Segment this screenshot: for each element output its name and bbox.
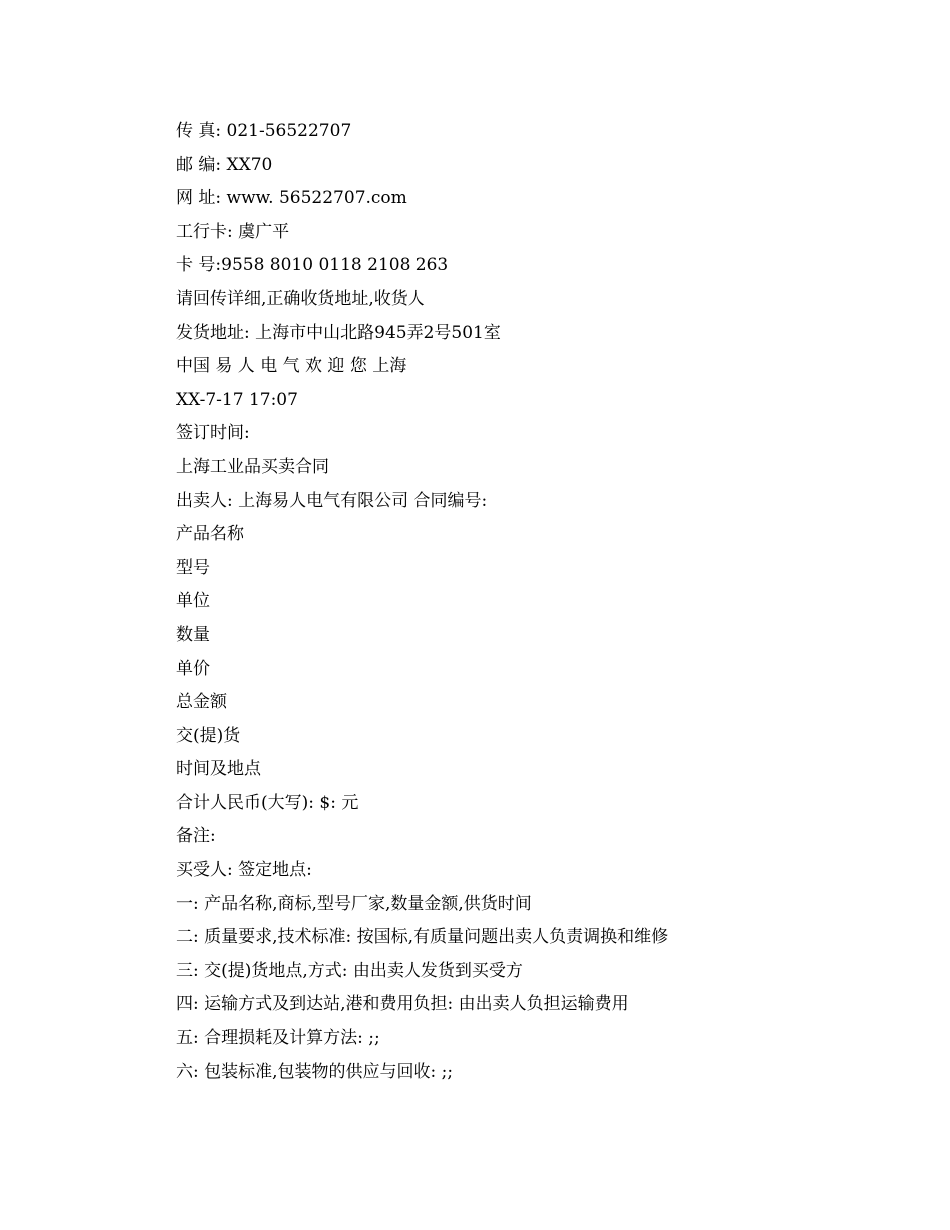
reply-request-line: 请回传详细,正确收货地址,收货人 <box>176 288 425 309</box>
delivery-time-place-label: 时间及地点 <box>176 759 261 780</box>
seller-line: 出卖人: 上海易人电气有限公司 合同编号: <box>176 490 488 511</box>
clause-6: 六: 包装标准,包装物的供应与回收: ;; <box>176 1061 454 1082</box>
unit-label: 单位 <box>176 591 210 612</box>
document-body <box>176 117 876 1091</box>
website-line: 网 址: www. 56522707.com <box>176 188 407 209</box>
product-name-label: 产品名称 <box>176 524 244 545</box>
quantity-label: 数量 <box>176 624 210 645</box>
remarks-line: 备注: <box>176 826 216 847</box>
model-label: 型号 <box>176 557 210 578</box>
clause-5: 五: 合理损耗及计算方法: ;; <box>176 1028 380 1049</box>
card-number-line: 卡 号:9558 8010 0118 2108 263 <box>176 255 449 276</box>
postcode-line: 邮 编: XX70 <box>176 154 273 175</box>
shipping-address-line: 发货地址: 上海市中山北路945弄2号501室 <box>176 322 501 343</box>
timestamp-line: XX-7-17 17:07 <box>176 389 298 410</box>
fax-line: 传 真: 021-56522707 <box>176 121 352 141</box>
bank-card-holder-line: 工行卡: 虞广平 <box>176 221 290 242</box>
total-rmb-line: 合计人民币(大写): $: 元 <box>176 792 359 813</box>
clause-4: 四: 运输方式及到达站,港和费用负担: 由出卖人负担运输费用 <box>176 994 629 1015</box>
contract-title: 上海工业品买卖合同 <box>176 456 329 477</box>
unit-price-label: 单价 <box>176 658 210 679</box>
buyer-line: 买受人: 签定地点: <box>176 860 312 881</box>
clause-3: 三: 交(提)货地点,方式: 由出卖人发货到买受方 <box>176 960 523 981</box>
clause-2: 二: 质量要求,技术标准: 按国标,有质量问题出卖人负责调换和维修 <box>176 927 669 948</box>
delivery-label: 交(提)货 <box>176 725 241 746</box>
welcome-line: 中国 易 人 电 气 欢 迎 您 上海 <box>176 356 407 377</box>
clause-1: 一: 产品名称,商标,型号厂家,数量金额,供货时间 <box>176 893 532 914</box>
total-amount-label: 总金额 <box>176 692 227 713</box>
signing-time-line: 签订时间: <box>176 423 250 444</box>
